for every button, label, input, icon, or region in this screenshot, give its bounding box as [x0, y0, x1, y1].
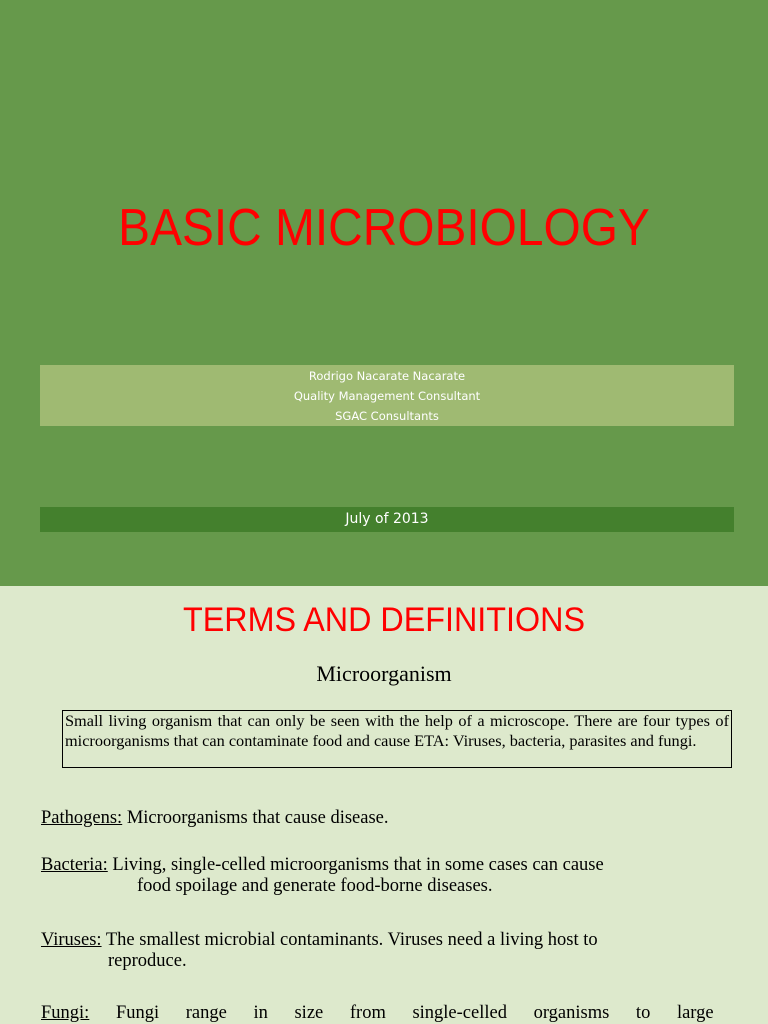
definition-entry-fungi [41, 1003, 731, 1024]
section-title: TERMS AND DEFINITIONS [183, 601, 585, 639]
definition-entry-bacteria [41, 855, 731, 897]
date-bar [40, 507, 734, 532]
presenter-info-box [40, 365, 734, 426]
definition-entry-viruses [41, 930, 731, 972]
definition-entry-pathogens [41, 808, 731, 829]
presenter-role: Quality Management Consultant [293, 389, 481, 403]
definition-text: Small living organism that can only be seen with the help of a microscope. There are four types of microorganisms that can contaminate food and cause ETA: Viruses, bacteria, parasites and fungi. [65, 711, 729, 750]
entry-text-continued: reproduce. [108, 951, 187, 971]
entry-text: Fungi range in size from single-celled organisms to large [89, 1003, 714, 1023]
term-heading: Microorganism [316, 661, 452, 686]
entry-term: Fungi: [41, 1003, 90, 1023]
presentation-date: July of 2013 [345, 511, 429, 527]
definitions-slide [0, 586, 768, 1024]
entry-term: Viruses: [41, 930, 102, 950]
presenter-company: SGAC Consultants [335, 409, 439, 423]
slide-title: BASIC MICROBIOLOGY [118, 199, 650, 257]
entry-text: Living, single-celled microorganisms that in some cases can cause [107, 855, 604, 875]
entry-term: Pathogens: [41, 808, 123, 828]
presenter-name: Rodrigo Nacarate Nacarate [308, 369, 466, 383]
entry-text: The smallest microbial contaminants. Viruses need a living host to [101, 930, 598, 950]
entry-text-continued: food spoilage and generate food-borne diseases. [137, 876, 493, 896]
entry-text: Microorganisms that cause disease. [122, 808, 389, 828]
entry-term: Bacteria: [41, 855, 108, 875]
definition-box [62, 710, 732, 768]
